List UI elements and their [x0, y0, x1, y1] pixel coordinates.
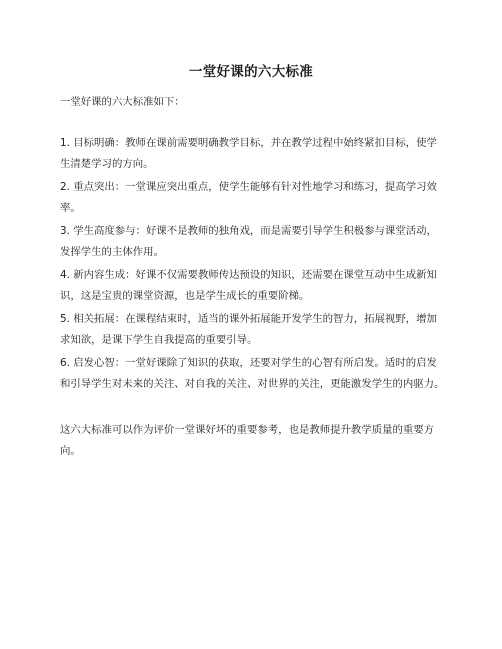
- standards-list: [60, 133, 446, 396]
- document-body: [60, 92, 446, 463]
- standard-item: 4. 新内容生成：好课不仅需要教师传达预设的知识，还需要在课堂互动中生成新知识，这是宝贵的课堂资源，也是学生成长的重要阶梯。: [60, 268, 437, 302]
- document-title: 一堂好课的六大标准: [188, 64, 314, 80]
- standard-item: 6. 启发心智：一堂好课除了知识的获取，还要对学生的心智有所启发。适时的启发和引导学生对未来的关注、对自我的关注、对世界的关注，更能激发学生的内驱力。: [60, 356, 445, 390]
- standard-item: 5. 相关拓展：在课程结束时，适当的课外拓展能开发学生的智力，拓展视野，增加求知欲，是课下学生自我提高的重要引导。: [60, 312, 437, 346]
- standard-item: 3. 学生高度参与：好课不是教师的独角戏，而是需要引导学生积极参与课堂活动，发挥学生的主体作用。: [60, 224, 437, 258]
- conclusion-paragraph: 这六大标准可以作为评价一堂课好坏的重要参考，也是教师提升教学质量的重要方向。: [60, 423, 435, 457]
- standard-item: 1. 目标明确：教师在课前需要明确教学目标，并在教学过程中始终紧扣目标，使学生清楚学习的方向。: [60, 136, 437, 170]
- intro-paragraph: 一堂好课的六大标准如下：: [60, 96, 185, 108]
- standard-item: 2. 重点突出：一堂课应突出重点，使学生能够有针对性地学习和练习，提高学习效率。: [60, 180, 437, 214]
